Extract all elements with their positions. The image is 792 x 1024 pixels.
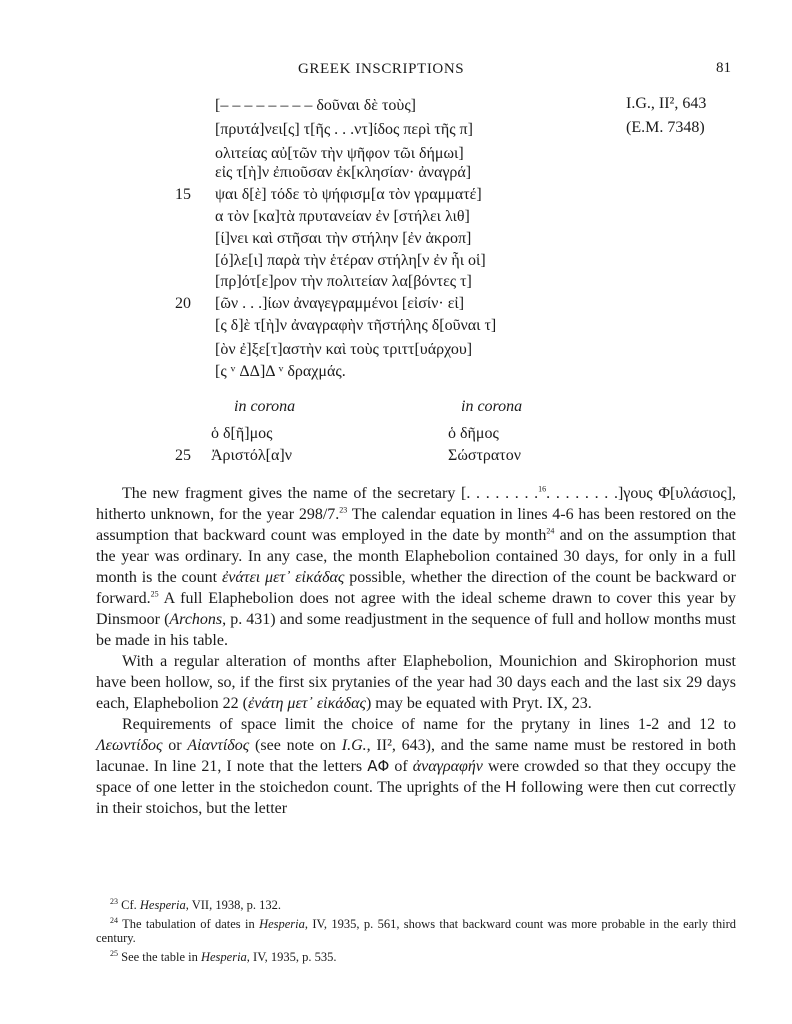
footnote: $^{23}$ Cf. Hesperia, VII, 1938, p. 132. [110,896,281,912]
paragraph: With a regular alteration of months after Elaphebolion, Mounichion and Skirophorion must have been hollow, so, if the first six prytanies of the year had 30 days each and the last six 29 days each, Elaphebolion 22 (ἐνάτη μετ᾽ εἰκάδας) may be equated with Pryt. IX, 23. [96,653,736,712]
inscription-line: [ὸν ἐ]ξε[τ]αστὴν καὶ τοὺς τριττ[υάρχου] [215,341,473,358]
paragraph: The new fragment gives the name of the secretary [. . . . . . . .$^{16}$. . . . . . . .]γους Φ[υλάσιος], hitherto unknown, for the year 298/7.23 The calendar equation in lines 4-6 has been restored on the assumption that backward count was employed in the date by month$^{24}$ and on the assumption that the year was ordinary. In any case, the month Elaphebolion contained 30 days, for only in a full month is the count ἐνάτει μετ᾽ εἰκάδας possible, whether the direction of the count be backward or forward.$^{25}$ A full Elaphebolion does not agree with the ideal scheme drawn to cover this year by Dinsmoor (Archons, p. 431) and some readjustment in the sequence of full and hollow months must be made in his table. [96,484,737,649]
line-number: 20 [175,295,191,312]
page-number: 81 [716,60,731,76]
inscription-line: [ί]νει καὶ στῆσαι τὴν στήλην [ἐν ἀκροπ] [215,230,472,247]
inscription-line: [πρυτά]νει[ς] τ[ῆς . . .ντ]ίδος περὶ τῆς π] [215,121,473,138]
corona-right-line: Σώστρατον [448,447,521,464]
museum-number: (E.M. 7348) [626,119,705,136]
number-superscript: 16 [538,484,547,494]
inscription-line: [ς δ]ὲ τ[ὴ]ν ἀναγραφὴν τῆστήλης δ[οῦναι τ] [215,317,497,334]
corona-label-left: in corona [234,398,296,415]
inscription-line: [πρ]ότ[ε]ρον τὴν πολιτείαν λα[βόντες τ] [215,273,472,290]
corona-left-line: Ἀριστόλ[α]ν [211,447,292,464]
corona-label-right: in corona [461,398,523,415]
commentary-text [96,483,736,819]
inscription-line: ολιτείας αὐ[τῶν τὴν ψῆφον τῶι δήμωι] [215,145,464,162]
footnote-ref: 25 [150,589,159,599]
line-number: 15 [175,186,191,203]
inscription-line: εἰς τ[ὴ]ν ἐπιοῦσαν ἐκ[κλησίαν· ἀναγρά] [215,164,472,181]
footnote-ref: 23 [339,505,348,515]
corona-right-line: ὁ δῆμος [448,425,499,442]
inscription-line: [ς ᵛ ΔΔ]Δ ᵛ δραχμάς. [215,363,346,380]
footnote-ref: 24 [546,526,555,536]
footnote: $^{25}$ See the table in Hesperia, IV, 1935, p. 535. [110,948,337,964]
corona-left-line: ὁ δ[ῆ]μος [211,425,273,442]
inscription-line: [ό]λε[ι] παρὰ τὴν ἑτέραν στήλη[ν ἐν ἧι οἱ] [215,252,486,269]
inscription-line: ψαι δ[ὲ] τόδε τὸ ψήφισμ[α τὸν γραμματέ] [215,186,482,203]
inscription-line: [ῶν . . .]ίων ἀναγεγραμμένοι [εἰσίν· εἰ] [215,295,465,312]
running-header: GREEK INSCRIPTIONS [298,61,465,77]
line-number: 25 [175,447,191,464]
inscription-reference: I.G., II², 643 [626,95,707,112]
footnote: $^{24}$ The tabulation of dates in Hesperia, IV, 1935, p. 561, shows that backward count was more probable in the early third century. [96,915,736,945]
inscription-line: α τὸν [κα]τὰ πρυτανείαν ἐν [στήλει λιθ] [215,208,470,225]
inscription-line: [– – – – – – – – δοῦναι δὲ τοὺς] [215,97,416,114]
paragraph: Requirements of space limit the choice of name for the prytany in lines 1-2 and 12 to Λεωντίδος or Αἰαντίδος (see note on I.G., II², 643), and the same name must be restored in both lacunae. In line 21, I note that the letters ΑΦ of ἀναγραφήν were crowded so that they occupy the space of one letter in the stoichedon count. The uprights of the Η following were then cut correctly in their stoichos, but the letter [96,716,737,817]
